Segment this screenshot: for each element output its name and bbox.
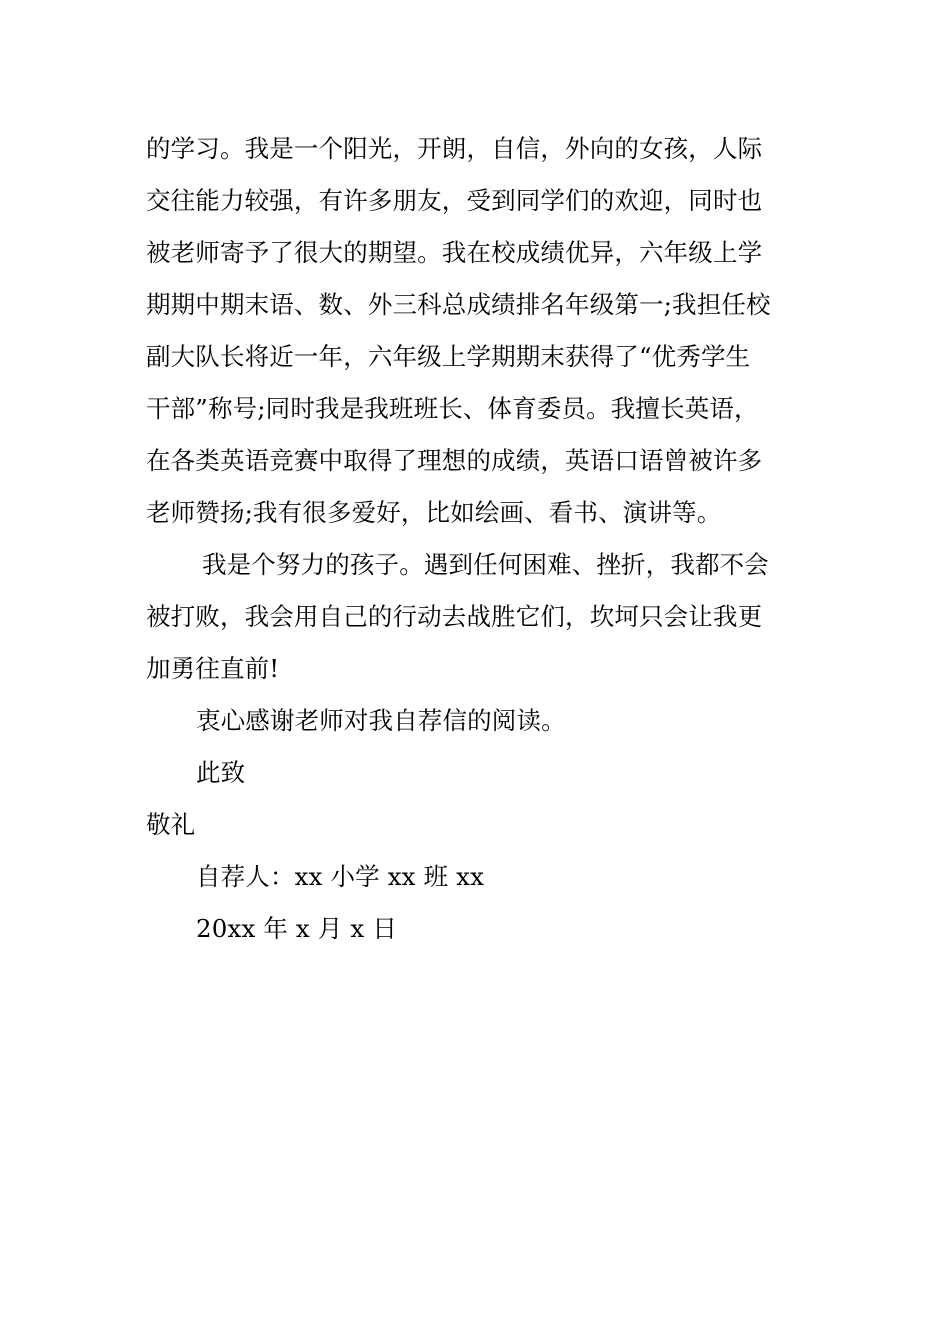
body-line: 加勇往直前!: [146, 654, 280, 683]
body-line: 的学习。我是一个阳光，开朗，自信，外向的女孩，人际: [146, 134, 763, 163]
salute-line: 敬礼: [146, 810, 196, 839]
paragraph-start-line: 我是个努力的孩子。遇到任何困难、挫折，我都不会: [202, 550, 769, 579]
body-line: 在各类英语竞赛中取得了理想的成绩，英语口语曾被许多: [146, 446, 763, 475]
letter-body: [146, 123, 810, 955]
body-line: 老师赞扬;我有很多爱好，比如绘画、看书、演讲等。: [146, 498, 722, 527]
body-line: 干部”称号;同时我是我班班长、体育委员。我擅长英语，: [146, 394, 759, 423]
body-line: 副大队长将近一年，六年级上学期期末获得了“优秀学生: [146, 342, 751, 371]
body-line: 被打败，我会用自己的行动去战胜它们，坎坷只会让我更: [146, 602, 763, 631]
date-line: 20xx 年 x 月 x 日: [196, 914, 397, 943]
signature-line: 自荐人：xx 小学 xx 班 xx: [196, 862, 485, 891]
body-line: 交往能力较强，有许多朋友，受到同学们的欢迎，同时也: [146, 186, 763, 215]
body-line: 被老师寄予了很大的期望。我在校成绩优异，六年级上学: [146, 238, 763, 267]
closing-line: 此致: [196, 758, 246, 787]
thanks-line: 衷心感谢老师对我自荐信的阅读。: [196, 706, 566, 735]
body-line: 期期中期末语、数、外三科总成绩排名年级第一;我担任校: [146, 290, 771, 319]
